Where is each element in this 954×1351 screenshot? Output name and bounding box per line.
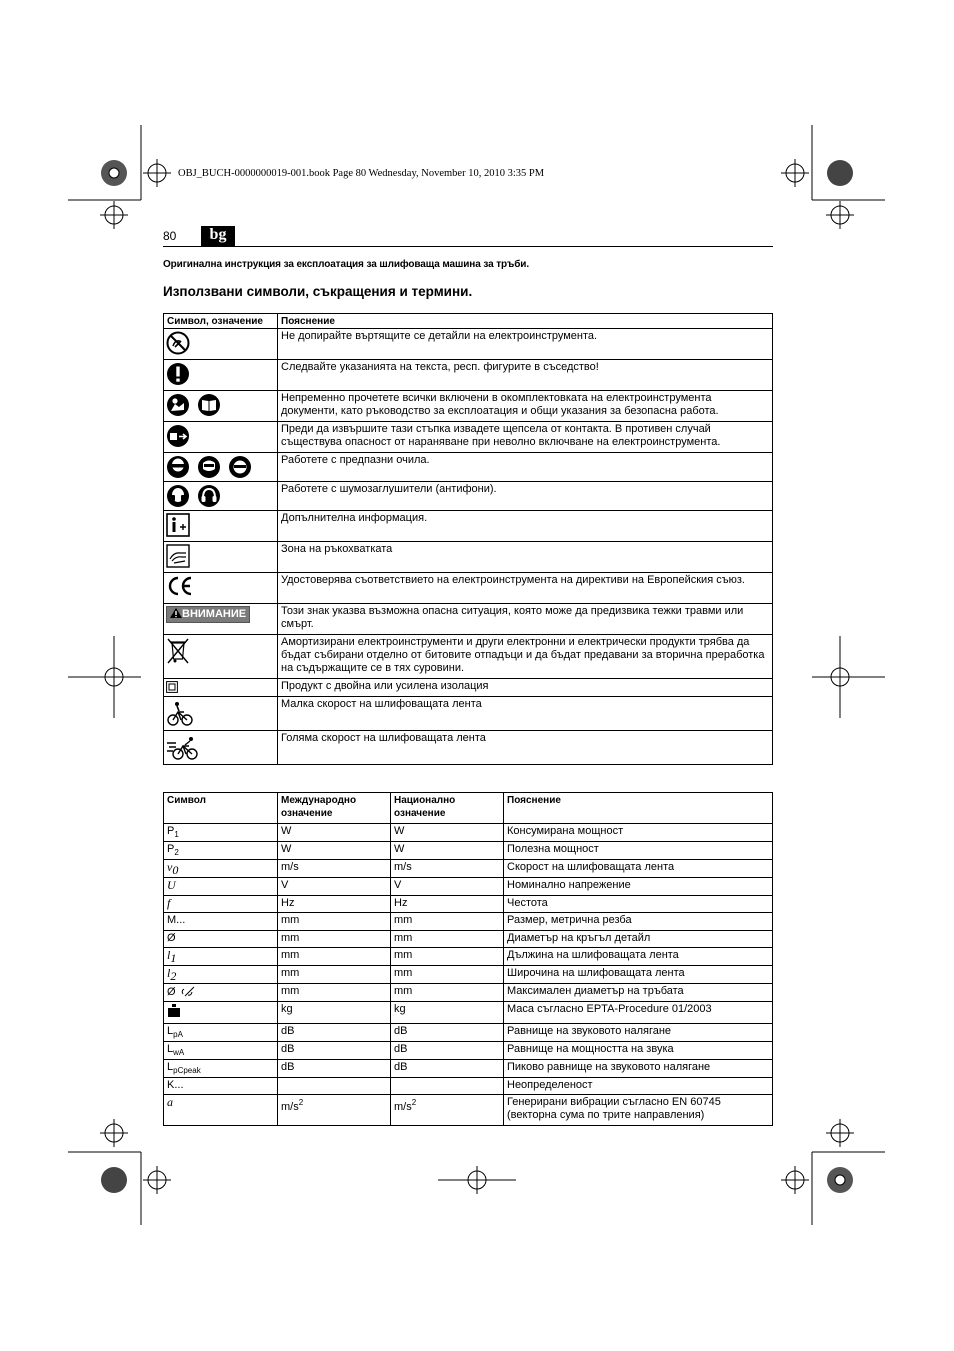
international-unit-cell — [278, 1095, 391, 1126]
icon-cell — [164, 542, 278, 573]
national-unit-cell — [391, 1077, 504, 1095]
row-description: Този знак указва възможна опасна ситуация, която може да предизвика тежки травми или смърт. — [278, 604, 773, 635]
national-unit-cell — [391, 824, 504, 842]
icon-cell — [164, 635, 278, 679]
national-unit-cell — [391, 1023, 504, 1041]
national-unit: Hz — [394, 896, 408, 909]
units-table — [163, 792, 773, 1126]
pipe-diameter-icon — [180, 985, 196, 997]
row-description: Следвайте указанията на текста, респ. фигурите в съседство! — [278, 360, 773, 391]
table-row — [164, 1001, 773, 1023]
symbol-text: f — [167, 895, 171, 910]
symbol-text: U — [167, 878, 176, 892]
international-unit: dB — [281, 1060, 295, 1073]
symbol-text: P — [167, 825, 175, 837]
national-unit-cell — [391, 1041, 504, 1059]
table-row — [164, 930, 773, 948]
national-unit: V — [394, 879, 402, 891]
international-unit: Hz — [281, 896, 295, 909]
icon-cell — [164, 360, 278, 391]
symbol-cell — [164, 966, 278, 984]
symbol-text: l — [167, 966, 171, 980]
national-unit: kg — [394, 1002, 406, 1015]
international-unit-cell — [278, 948, 391, 966]
warning-triangle-icon — [170, 608, 182, 618]
row-description: Широчина на шлифоващата лента — [504, 966, 773, 984]
weight-icon — [167, 1003, 181, 1017]
national-unit: W — [394, 825, 405, 837]
warning-badge-label: ВНИМАНИЕ — [182, 608, 247, 620]
international-unit-superscript: 2 — [298, 1098, 304, 1107]
exclamation-icon — [166, 362, 190, 386]
table-row — [164, 842, 773, 860]
symbol-subscript: 1 — [170, 951, 177, 965]
table-row — [164, 360, 773, 391]
symbol-cell — [164, 842, 278, 860]
icon-cell — [164, 422, 278, 453]
page-number: 80 — [163, 229, 177, 243]
national-unit-cell — [391, 842, 504, 860]
national-unit-cell — [391, 1001, 504, 1023]
ear-muffs-icon — [197, 484, 221, 508]
crossed-bin-icon — [166, 637, 190, 665]
table-row — [164, 679, 773, 697]
row-description: Допълнителна информация. — [278, 511, 773, 542]
table-row — [164, 966, 773, 984]
row-description: Работете с предпазни очила. — [278, 453, 773, 482]
international-unit-cell — [278, 1023, 391, 1041]
symbol-cell — [164, 1041, 278, 1059]
table-row — [164, 984, 773, 1002]
symbol-subscript: pCpeak — [173, 1065, 201, 1075]
row-description: Малка скорост на шлифоващата лента — [278, 697, 773, 731]
international-unit: W — [281, 825, 292, 837]
table-row — [164, 824, 773, 842]
column-header: Символ, означение — [164, 314, 278, 329]
column-header: Пояснение — [278, 314, 773, 329]
table-row — [164, 913, 773, 931]
table-row — [164, 453, 773, 482]
table-row — [164, 731, 773, 765]
row-description: Консумирана мощност — [504, 824, 773, 842]
national-unit: mm — [394, 967, 413, 979]
icon-cell — [164, 511, 278, 542]
symbol-text: L — [167, 1024, 174, 1037]
symbol-text: P — [167, 843, 175, 855]
national-unit-cell — [391, 948, 504, 966]
symbol-subscript: 1 — [174, 830, 179, 839]
print-file-line: OBJ_BUCH-0000000019-001.book Page 80 Wednesday, November 10, 2010 3:35 PM — [178, 168, 545, 179]
row-description: Неопределеност — [504, 1077, 773, 1095]
row-description: Непременно прочетете всички включени в окомплектовката на електроинструмента документи, като ръководство за експлоатация и общи указания за безопасна работа. — [278, 391, 773, 422]
national-unit-cell — [391, 1095, 504, 1126]
symbol-text: K... — [167, 1078, 184, 1091]
symbol-cell — [164, 895, 278, 913]
international-unit: W — [281, 843, 292, 855]
national-unit: mm — [394, 985, 413, 997]
row-description: Равнище на мощността на звука — [504, 1041, 773, 1059]
table-row — [164, 895, 773, 913]
row-description: Удостоверява съответствието на електроинструмента на директиви на Европейския съюз. — [278, 573, 773, 604]
symbol-text: L — [167, 1060, 174, 1073]
national-unit: dB — [394, 1042, 408, 1055]
goggles-icon — [228, 455, 252, 479]
national-unit: m/s — [394, 861, 412, 873]
symbols-table — [163, 313, 773, 765]
symbol-text: a — [167, 1095, 173, 1109]
national-unit-cell — [391, 1059, 504, 1077]
table-row — [164, 1077, 773, 1095]
symbol-cell — [164, 1023, 278, 1041]
international-unit: m/s — [281, 1101, 299, 1113]
language-badge: bg — [201, 226, 235, 246]
national-unit-cell — [391, 984, 504, 1002]
row-description: Честота — [504, 895, 773, 913]
international-unit: m/s — [281, 861, 299, 873]
international-unit-cell — [278, 1077, 391, 1095]
warning-badge-icon — [166, 606, 250, 623]
international-unit-cell — [278, 824, 391, 842]
icon-cell — [164, 391, 278, 422]
row-description: Размер, метрична резба — [504, 913, 773, 931]
international-unit-cell — [278, 966, 391, 984]
table-row — [164, 878, 773, 896]
international-unit: V — [281, 879, 289, 891]
symbol-text: M... — [167, 914, 186, 926]
symbol-text: l — [167, 948, 171, 962]
row-description: Не допирайте въртящите се детайли на електроинструмента. — [278, 329, 773, 360]
table-row — [164, 511, 773, 542]
table-row — [164, 948, 773, 966]
icon-cell — [164, 453, 278, 482]
national-unit: dB — [394, 1060, 408, 1073]
row-description: Преди да извършите тази стъпка извадете щепсела от контакта. В противен случай съществува опасност от нараняване при неволно включване на електроинструмента. — [278, 422, 773, 453]
ce-mark-icon — [166, 575, 194, 597]
icon-cell — [164, 604, 278, 635]
ear-protection-icon — [166, 484, 190, 508]
icon-cell — [164, 329, 278, 360]
read-manual-book-icon — [197, 393, 221, 417]
symbol-cell — [164, 860, 278, 878]
icon-cell — [164, 482, 278, 511]
column-header: Символ — [164, 793, 278, 824]
symbol-text: Ø — [167, 986, 176, 998]
symbol-text: L — [167, 1042, 174, 1055]
national-unit: dB — [394, 1024, 408, 1037]
column-header: Национално означение — [391, 793, 504, 824]
row-description: Дължина на шлифоващата лента — [504, 948, 773, 966]
grip-zone-icon — [166, 544, 190, 568]
symbol-cell — [164, 1001, 278, 1023]
international-unit: dB — [281, 1042, 295, 1055]
icon-cell — [164, 679, 278, 697]
national-unit-cell — [391, 930, 504, 948]
table-row — [164, 391, 773, 422]
table-row — [164, 482, 773, 511]
table-row — [164, 697, 773, 731]
row-description: Амортизирани електроинструменти и други електронни и електрически продукти трябва да бъдат събирани отделно от битовите отпадъци и да бъдат предавани за вторична преработка на съдържащите се в тях суровини. — [278, 635, 773, 679]
symbol-cell — [164, 824, 278, 842]
table-row — [164, 1041, 773, 1059]
row-description: Максимален диаметър на тръбата — [504, 984, 773, 1002]
row-description: Номинално напрежение — [504, 878, 773, 896]
safety-glasses-icon — [166, 455, 190, 479]
icon-cell — [164, 731, 278, 765]
row-description: Зона на ръкохватката — [278, 542, 773, 573]
header-rule — [163, 246, 773, 247]
table-row — [164, 860, 773, 878]
symbol-cell — [164, 1095, 278, 1126]
row-description: Пиково равнище на звуковото налягане — [504, 1059, 773, 1077]
read-manual-person-icon — [166, 393, 190, 417]
manual-subtitle: Оригинална инструкция за експлоатация за шлифоваща машина за тръби. — [163, 259, 530, 270]
international-unit: mm — [281, 949, 300, 961]
international-unit-cell — [278, 1059, 391, 1077]
national-unit-cell — [391, 878, 504, 896]
national-unit-cell — [391, 860, 504, 878]
row-description: Работете с шумозаглушители (антифони). — [278, 482, 773, 511]
row-description: Равнище на звуковото налягане — [504, 1023, 773, 1041]
international-unit-cell — [278, 930, 391, 948]
international-unit-cell — [278, 1041, 391, 1059]
symbol-cell — [164, 984, 278, 1002]
table-row — [164, 573, 773, 604]
symbol-cell — [164, 913, 278, 931]
row-description: Маса съгласно EPTA-Procedure 01/2003 — [504, 1001, 773, 1023]
international-unit: mm — [281, 985, 300, 997]
column-header: Пояснение — [504, 793, 773, 824]
symbol-cell — [164, 1077, 278, 1095]
fast-speed-icon — [166, 733, 202, 761]
info-icon — [166, 513, 190, 537]
column-header: Международно означение — [278, 793, 391, 824]
symbol-subscript: wA — [173, 1047, 185, 1057]
section-title: Използвани символи, съкращения и термини. — [163, 284, 473, 299]
international-unit-cell — [278, 895, 391, 913]
national-unit-cell — [391, 966, 504, 984]
national-unit: m/s — [394, 1101, 412, 1113]
row-description: Полезна мощност — [504, 842, 773, 860]
symbol-subscript: 2 — [174, 848, 179, 857]
national-unit: mm — [394, 914, 413, 926]
international-unit: mm — [281, 967, 300, 979]
symbol-subscript: pA — [173, 1029, 183, 1039]
double-insulation-icon — [166, 681, 178, 693]
symbol-text: Ø — [167, 931, 176, 944]
national-unit: W — [394, 843, 405, 855]
table-header-row — [164, 314, 773, 329]
table-row — [164, 542, 773, 573]
international-unit-cell — [278, 860, 391, 878]
international-unit-cell — [278, 842, 391, 860]
international-unit-cell — [278, 913, 391, 931]
icon-cell — [164, 573, 278, 604]
unplug-icon — [166, 424, 190, 448]
symbol-cell — [164, 878, 278, 896]
table-row — [164, 604, 773, 635]
table-header-row — [164, 793, 773, 824]
symbol-cell — [164, 948, 278, 966]
international-unit: mm — [281, 931, 300, 944]
row-description: Голяма скорост на шлифоващата лента — [278, 731, 773, 765]
international-unit: dB — [281, 1024, 295, 1037]
national-unit-cell — [391, 913, 504, 931]
table-row — [164, 1023, 773, 1041]
national-unit: mm — [394, 949, 413, 961]
international-unit-cell — [278, 878, 391, 896]
national-unit-cell — [391, 895, 504, 913]
row-description: Скорост на шлифоващата лента — [504, 860, 773, 878]
national-unit-superscript: 2 — [411, 1098, 417, 1107]
symbol-cell — [164, 930, 278, 948]
table-row — [164, 635, 773, 679]
face-shield-icon — [197, 455, 221, 479]
international-unit: kg — [281, 1002, 293, 1015]
no-touch-rotating-icon — [166, 331, 190, 355]
table-row — [164, 1095, 773, 1126]
row-description: Продукт с двойна или усилена изолация — [278, 679, 773, 697]
icon-cell — [164, 697, 278, 731]
national-unit: mm — [394, 931, 413, 944]
slow-speed-icon — [166, 699, 194, 727]
symbol-cell — [164, 1059, 278, 1077]
table-row — [164, 1059, 773, 1077]
international-unit-cell — [278, 984, 391, 1002]
symbol-subscript: 0 — [172, 863, 179, 877]
international-unit: mm — [281, 914, 300, 926]
symbol-subscript: 2 — [170, 969, 177, 983]
row-description: Генерирани вибрации съгласно EN 60745 (векторна сума по трите направления) — [504, 1095, 773, 1126]
international-unit-cell — [278, 1001, 391, 1023]
table-row — [164, 422, 773, 453]
table-row — [164, 329, 773, 360]
row-description: Диаметър на кръгъл детайл — [504, 930, 773, 948]
symbol-text: v — [167, 860, 173, 874]
